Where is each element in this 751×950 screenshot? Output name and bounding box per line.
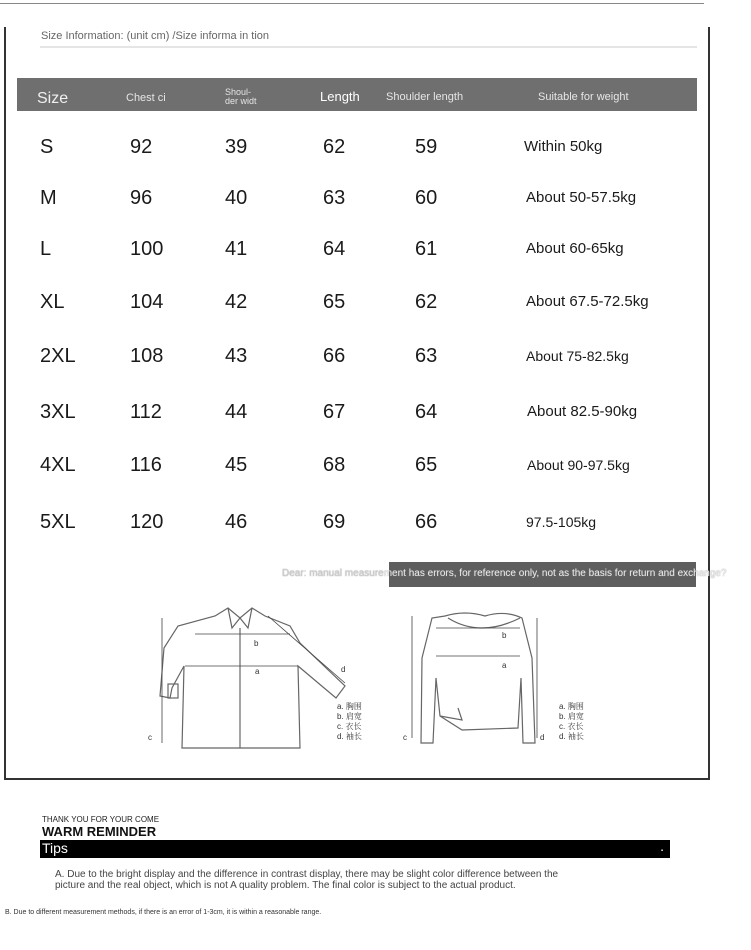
row-weight: About 67.5-72.5kg — [526, 293, 649, 310]
top-rule — [0, 3, 704, 4]
row-shoulder: 43 — [225, 345, 248, 367]
shirt-label-a: a — [255, 667, 260, 676]
row-chest: 104 — [130, 291, 164, 313]
table-row — [0, 291, 751, 331]
tips-dot: . — [660, 838, 664, 854]
sweater-legend-b: b. 肩宽 — [559, 712, 584, 721]
row-shoulder-length: 64 — [415, 401, 438, 423]
table-row — [0, 401, 751, 441]
row-size: L — [40, 238, 52, 260]
row-shoulder-length: 61 — [415, 238, 438, 260]
row-weight: 97.5-105kg — [526, 514, 597, 530]
row-weight: About 90-97.5kg — [527, 457, 630, 473]
row-length: 62 — [323, 136, 346, 158]
row-length: 63 — [323, 187, 346, 209]
header-chest: Chest ci — [126, 92, 166, 104]
row-shoulder: 39 — [225, 136, 248, 158]
garment-measurement-diagram — [140, 598, 610, 758]
row-chest: 116 — [130, 454, 162, 476]
row-weight: About 50-57.5kg — [526, 189, 637, 206]
row-shoulder: 45 — [225, 454, 248, 476]
row-size: XL — [40, 291, 65, 313]
shirt-legend-c: c. 衣长 — [337, 722, 362, 731]
row-chest: 112 — [130, 401, 162, 423]
measurement-note-faded: Dear: manual measure — [282, 568, 384, 579]
row-chest: 120 — [130, 511, 164, 533]
table-row — [0, 511, 751, 551]
sweater-legend-c: c. 衣长 — [559, 722, 584, 731]
size-table-header — [17, 78, 697, 111]
row-chest: 92 — [130, 136, 153, 158]
row-chest: 96 — [130, 187, 153, 209]
shirt-diagram — [160, 608, 345, 748]
row-shoulder: 44 — [225, 401, 248, 423]
sweater-label-b: b — [502, 631, 507, 640]
row-size: M — [40, 187, 57, 209]
row-length: 68 — [323, 454, 346, 476]
row-size: S — [40, 136, 54, 158]
sweater-legend-d: d. 袖长 — [559, 732, 584, 741]
measurement-note — [282, 568, 727, 579]
row-length: 67 — [323, 401, 346, 423]
row-weight: About 60-65kg — [526, 240, 624, 257]
row-size: 4XL — [40, 454, 76, 476]
header-shoulder-width — [225, 88, 275, 106]
table-row — [0, 136, 751, 176]
row-weight: About 75-82.5kg — [526, 348, 629, 364]
thank-you-text: THANK YOU FOR YOUR COME — [42, 815, 160, 824]
shirt-label-d: d — [341, 665, 346, 674]
table-row — [0, 238, 751, 278]
row-shoulder-length: 59 — [415, 136, 438, 158]
row-shoulder-length: 65 — [415, 454, 438, 476]
sweater-diagram — [421, 613, 535, 743]
shirt-label-c: c — [148, 733, 152, 742]
size-info-title: Size Information: (unit cm) /Size informa in tion — [41, 30, 270, 42]
header-shoulder-width-line2: der widt — [225, 96, 257, 106]
row-shoulder-length: 62 — [415, 291, 438, 313]
row-size: 3XL — [40, 401, 76, 423]
row-size: 5XL — [40, 511, 76, 533]
sweater-label-d: d — [540, 733, 545, 742]
header-size: Size — [37, 90, 69, 107]
table-row — [0, 345, 751, 385]
row-weight: Within 50kg — [524, 138, 603, 155]
shirt-legend-a: a. 胸围 — [337, 702, 362, 711]
row-chest: 108 — [130, 345, 164, 367]
sweater-label-a: a — [502, 661, 507, 670]
shirt-legend-d: d. 袖长 — [337, 732, 362, 741]
measurement-note-main: ment has errors, for reference only, not as the basis for return and exchange? — [383, 568, 727, 579]
row-shoulder: 41 — [225, 238, 248, 260]
row-length: 65 — [323, 291, 346, 313]
sweater-legend-a: a. 胸围 — [559, 702, 584, 711]
row-length: 64 — [323, 238, 346, 260]
row-shoulder-length: 66 — [415, 511, 438, 533]
row-length: 66 — [323, 345, 346, 367]
row-length: 69 — [323, 511, 346, 533]
size-info-rule — [40, 46, 697, 48]
table-row — [0, 187, 751, 227]
tips-bar — [40, 840, 670, 858]
header-weight: Suitable for weight — [538, 91, 629, 103]
table-row — [0, 454, 751, 494]
tip-b: B. Due to different measurement methods, if there is an error of 1-3cm, it is within a reasonable range. — [5, 909, 322, 916]
row-shoulder: 40 — [225, 187, 248, 209]
warm-reminder-title: WARM REMINDER — [42, 824, 157, 839]
header-length: Length — [320, 89, 360, 104]
row-shoulder: 46 — [225, 511, 248, 533]
row-chest: 100 — [130, 238, 164, 260]
tips-label: Tips — [42, 840, 68, 856]
row-size: 2XL — [40, 345, 76, 367]
shirt-legend-b: b. 肩宽 — [337, 712, 362, 721]
shirt-label-b: b — [254, 639, 259, 648]
row-weight: About 82.5-90kg — [527, 403, 638, 420]
header-shoulder-length: Shoulder length — [386, 91, 464, 103]
header-shoulder-width-line1: Shoul- — [225, 87, 252, 97]
tip-a: A. Due to the bright display and the difference in contrast display, there may be slight color difference between the picture and the real object, which is not A quality problem. The final color is subject to the actual product. — [55, 869, 559, 891]
row-shoulder: 42 — [225, 291, 248, 313]
row-shoulder-length: 60 — [415, 187, 438, 209]
row-shoulder-length: 63 — [415, 345, 438, 367]
sweater-label-c: c — [403, 733, 407, 742]
